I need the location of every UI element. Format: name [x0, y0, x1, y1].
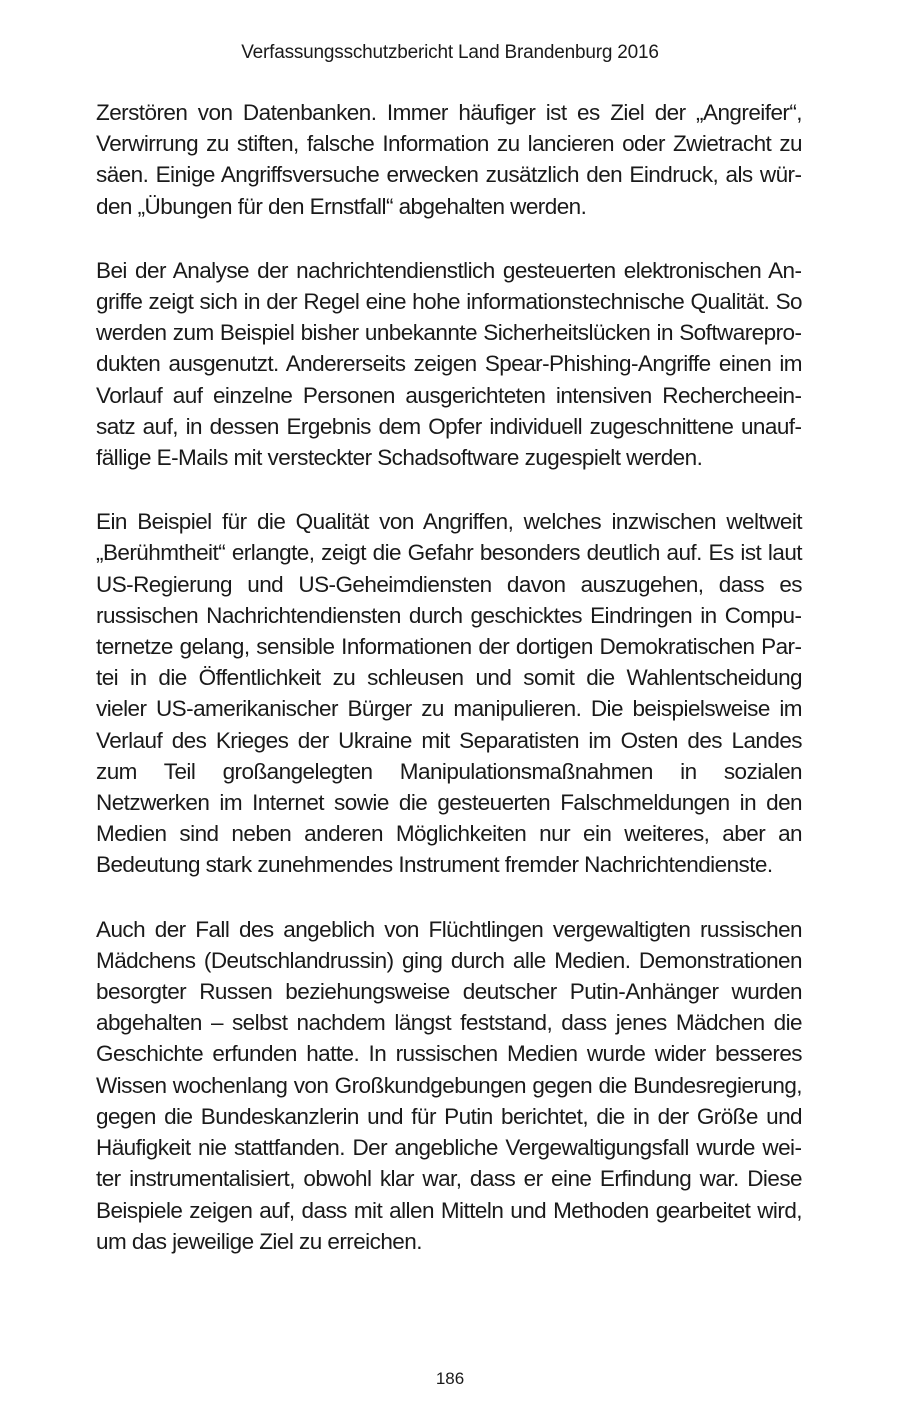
paragraph-1: Zerstören von Datenbanken. Immer häufiger ist es Ziel der „Angreifer“, Verwirrung zu stiften, falsche Information zu lancieren oder Zwietracht zu säen. Einige Angriffsversuche erwecken zusätzlich den Eindruck, als würden „Übungen für den Ernstfall“ abgehalten werden.	[96, 100, 802, 219]
page-number: 186	[435, 1369, 465, 1388]
paragraph-3: Ein Beispiel für die Qualität von Angriffen, welches inzwischen weltweit „Berühmtheit“ erlangte, zeigt die Gefahr besonders deutlich auf. Es ist laut US-Regierung und US-Geheimdiensten davon auszugehen, dass es russischen Nachrichtendiensten durch geschicktes Eindringen in Computernetze gelang, sensible Informationen der dortigen Demokratischen Partei in die Öffentlichkeit zu schleusen und somit die Wahlentscheidung vieler US-amerikanischer Bürger zu manipulieren. Die beispielsweise im Verlauf des Krieges der Ukraine mit Separatisten im Osten des Landes zum Teil großangelegten Manipulationsmaßnahmen in sozialen Netzwerken im Internet sowie die gesteuerten Falschmeldungen in den Medien sind neben anderen Möglichkeiten nur ein weiteres, aber an Bedeutung stark zunehmendes Instrument fremder Nachrichtendienste.	[96, 509, 802, 878]
running-header: Verfassungsschutzbericht Land Brandenburg 2016	[241, 42, 659, 63]
paragraph-4: Auch der Fall des angeblich von Flüchtlingen vergewaltigten russischen Mädchens (Deutschlandrussin) ging durch alle Medien. Demonstrationen besorgter Russen beziehungsweise deutscher Putin-Anhänger wurden abgehalten – selbst nachdem längst feststand, dass jenes Mädchen die Geschichte erfunden hatte. In russischen Medien wurde wider besseres Wissen wochenlang von Großkundgebungen gegen die Bundesregierung, gegen die Bundeskanzlerin und für Putin berichtet, die in der Größe und Häufigkeit nie stattfanden. Der angebliche Vergewaltigungsfall wurde weiter instrumentalisiert, obwohl klar war, dass er eine Erfindung war. Diese Beispiele zeigen auf, dass mit allen Mitteln und Methoden gearbeitet wird, um das jeweilige Ziel zu erreichen.	[96, 916, 802, 1254]
paragraph-2: Bei der Analyse der nachrichtendienstlich gesteuerten elektronischen Angriffe zeigt sich in der Regel eine hohe informationstechnische Qualität. So werden zum Beispiel bisher unbekannte Sicherheitslücken in Softwareprodukten ausgenutzt. Andererseits zeigen Spear-Phishing-Angriffe einen im Vorlauf auf einzelne Personen ausgerichteten intensiven Rechercheeinsatz auf, in dessen Ergebnis dem Opfer individuell zugeschnittene unauffällige E-Mails mit versteckter Schadsoftware zugespielt werden.	[96, 257, 802, 471]
body-text	[96, 97, 802, 1257]
